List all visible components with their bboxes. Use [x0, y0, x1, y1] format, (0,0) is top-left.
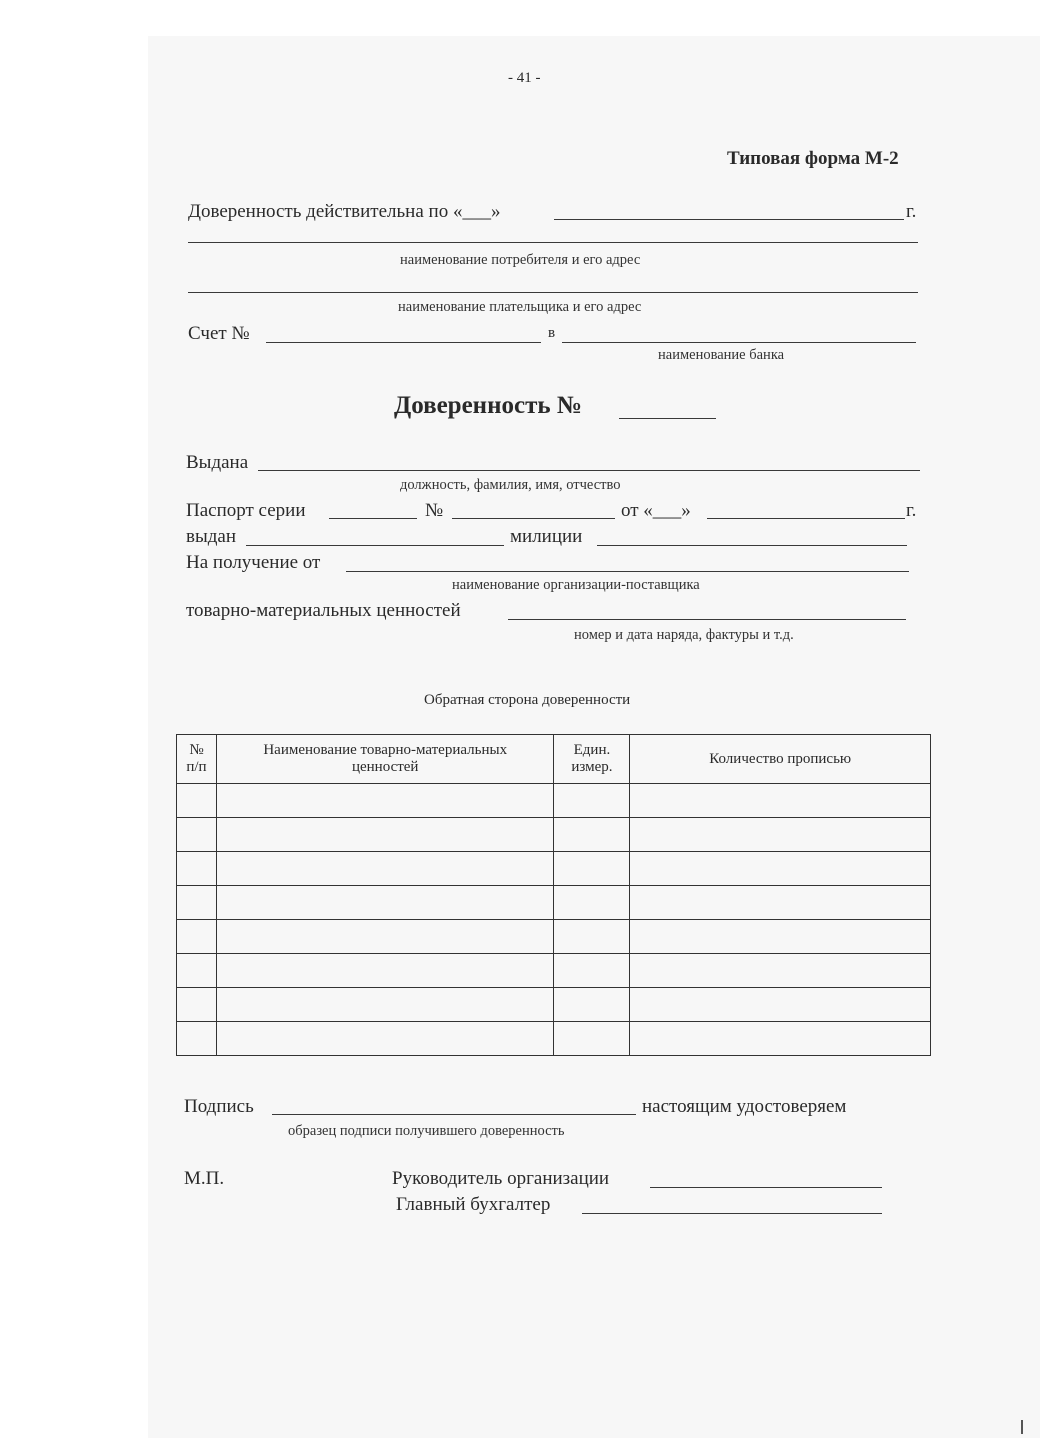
table-cell	[554, 784, 630, 818]
table-cell	[630, 852, 931, 886]
table-cell	[216, 886, 554, 920]
passport-number-line	[452, 518, 615, 519]
position-caption: должность, фамилия, имя, отчество	[400, 477, 621, 493]
account-in: в	[548, 325, 556, 341]
consumer-caption: наименование потребителя и его адрес	[400, 252, 641, 268]
table-cell	[177, 954, 217, 988]
stamp-label: М.П.	[184, 1168, 225, 1189]
table-cell	[630, 886, 931, 920]
table-cell	[554, 920, 630, 954]
bank-caption: наименование банка	[658, 347, 785, 363]
valid-until-suffix: г.	[906, 201, 917, 222]
column-header-name	[216, 735, 554, 784]
chief-accountant-line	[582, 1213, 882, 1214]
supplier-caption: наименование организации-поставщика	[452, 577, 700, 593]
table-cell	[177, 784, 217, 818]
reverse-side-heading: Обратная сторона доверенности	[424, 692, 631, 708]
column-header-unit	[554, 735, 630, 784]
table-cell	[177, 886, 217, 920]
scan-edge-mark	[1021, 1420, 1023, 1434]
goods-line	[508, 619, 906, 620]
table-cell	[216, 1022, 554, 1056]
account-label: Счет №	[188, 323, 250, 344]
column-header-line1: Количество прописью	[709, 750, 852, 767]
valid-until-line	[554, 219, 904, 220]
valid-until-label: Доверенность действительна по «___»	[188, 201, 501, 222]
table-cell	[216, 818, 554, 852]
payer-caption: наименование плательщика и его адрес	[398, 299, 642, 315]
table-cell	[177, 1022, 217, 1056]
column-header-line2: п/п	[186, 759, 207, 775]
invoice-caption: номер и дата наряда, фактуры и т.д.	[574, 627, 794, 643]
issued-by-line	[246, 545, 504, 546]
bank-line	[562, 342, 916, 343]
column-header-line1: Един.	[573, 742, 611, 758]
table-cell	[630, 988, 931, 1022]
title-number-line	[619, 418, 716, 419]
payer-line	[188, 292, 918, 293]
table-cell	[177, 852, 217, 886]
certify-text: настоящим удостоверяем	[642, 1096, 847, 1117]
passport-series-line	[329, 518, 417, 519]
issued-by-label: выдан	[186, 526, 237, 547]
passport-date-line	[707, 518, 905, 519]
receipt-line	[346, 571, 909, 572]
signature-sample-caption: образец подписи получившего доверенность	[288, 1123, 565, 1139]
passport-series-label: Паспорт серии	[186, 500, 306, 521]
column-header-line1: Наименование товарно-материальных	[263, 742, 508, 758]
table-header-row	[177, 735, 931, 784]
chief-accountant-label: Главный бухгалтер	[396, 1194, 551, 1215]
issued-to-label: Выдана	[186, 452, 249, 473]
table-cell	[177, 920, 217, 954]
table-cell	[630, 1022, 931, 1056]
consumer-line	[188, 242, 918, 243]
table-cell	[177, 818, 217, 852]
head-of-org-label: Руководитель организации	[392, 1168, 610, 1189]
police-line	[597, 545, 907, 546]
table-cell	[630, 954, 931, 988]
table-row	[177, 920, 931, 954]
table-cell	[216, 784, 554, 818]
table-cell	[554, 852, 630, 886]
head-of-org-line	[650, 1187, 882, 1188]
table-cell	[177, 988, 217, 1022]
table-row	[177, 954, 931, 988]
signature-label: Подпись	[184, 1096, 254, 1117]
column-header-quantity	[630, 735, 931, 784]
passport-date-label: от «___»	[621, 500, 691, 521]
table-cell	[554, 988, 630, 1022]
goods-table	[176, 734, 931, 1056]
table-cell	[630, 784, 931, 818]
table-cell	[216, 954, 554, 988]
table-cell	[216, 988, 554, 1022]
table-cell	[554, 886, 630, 920]
signature-line	[272, 1114, 636, 1115]
account-number-line	[266, 342, 541, 343]
table-cell	[216, 852, 554, 886]
table-row	[177, 784, 931, 818]
document-title: Доверенность №	[394, 392, 582, 419]
goods-label: товарно-материальных ценностей	[186, 600, 461, 621]
table-cell	[630, 818, 931, 852]
passport-date-suffix: г.	[906, 500, 917, 521]
column-header-line2: ценностей	[351, 759, 419, 775]
table-row	[177, 818, 931, 852]
table-cell	[630, 920, 931, 954]
receipt-label: На получение от	[186, 552, 321, 573]
column-header-line2: измер.	[571, 759, 613, 775]
column-header-number	[177, 735, 217, 784]
form-type: Типовая форма М-2	[727, 148, 899, 169]
table-row	[177, 988, 931, 1022]
table-row	[177, 852, 931, 886]
table-row	[177, 1022, 931, 1056]
page-number: - 41 -	[508, 70, 541, 86]
passport-number-label: №	[425, 500, 444, 521]
issued-to-line	[258, 470, 920, 471]
table-cell	[554, 954, 630, 988]
table-cell	[216, 920, 554, 954]
column-header-line1: №	[189, 742, 204, 758]
table-cell	[554, 1022, 630, 1056]
table-cell	[554, 818, 630, 852]
table-row	[177, 886, 931, 920]
police-label: милиции	[510, 526, 583, 547]
